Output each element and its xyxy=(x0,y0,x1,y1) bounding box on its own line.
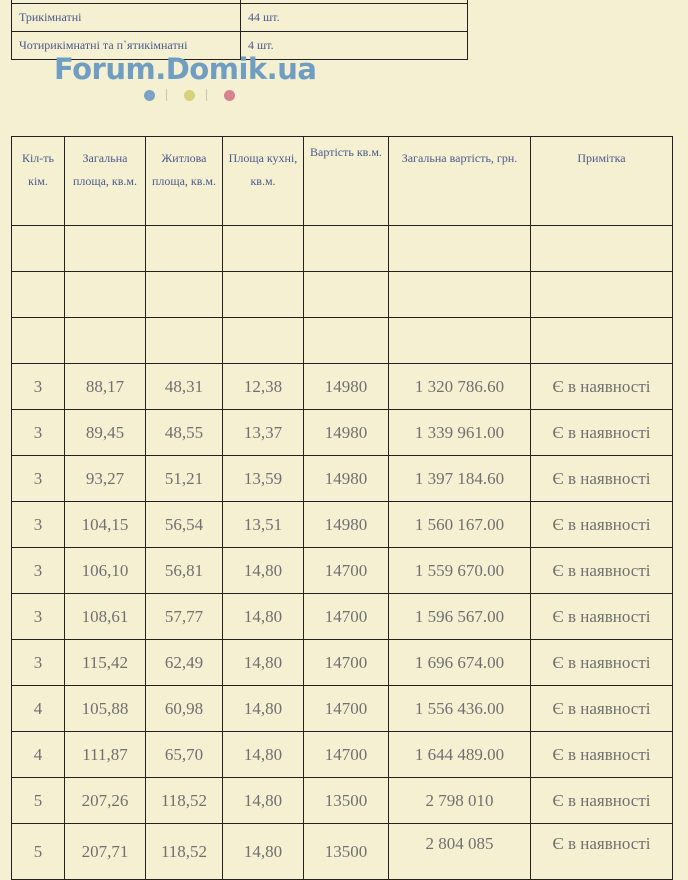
rooms-cell: 3 xyxy=(12,548,65,594)
empty-cell xyxy=(531,272,673,318)
empty-cell xyxy=(531,226,673,272)
watermark-text: Forum.Domik.ua xyxy=(54,52,317,86)
column-header: Вартість кв.м. xyxy=(304,137,389,226)
summary-value: 44 шт. xyxy=(241,4,468,32)
table-row xyxy=(12,686,673,732)
watermark-separator xyxy=(166,89,167,101)
kitchen-area-cell: 13,59 xyxy=(223,456,304,502)
total-area-cell: 207,71 xyxy=(65,824,146,880)
empty-cell xyxy=(223,226,304,272)
total-area-cell: 207,26 xyxy=(65,778,146,824)
table-row xyxy=(12,364,673,410)
summary-label: Чотирикімнатні та п`ятикімнатні xyxy=(12,32,241,60)
total-area-cell: 108,61 xyxy=(65,594,146,640)
column-header: Площа кухні, кв.м. xyxy=(223,137,304,226)
table-row xyxy=(12,502,673,548)
column-header: Примітка xyxy=(531,137,673,226)
price-per-sqm-cell: 14700 xyxy=(304,640,389,686)
note-cell: Є в наявності xyxy=(531,640,673,686)
watermark-dots xyxy=(144,88,244,102)
rooms-cell: 3 xyxy=(12,456,65,502)
total-area-cell: 106,10 xyxy=(65,548,146,594)
total-price-cell: 1 320 786.60 xyxy=(389,364,531,410)
column-header: Загальна площа, кв.м. xyxy=(65,137,146,226)
price-per-sqm-cell: 14700 xyxy=(304,732,389,778)
table-row xyxy=(12,824,673,880)
price-per-sqm-cell: 14980 xyxy=(304,364,389,410)
summary-label: Трикімнатні xyxy=(12,4,241,32)
price-per-sqm-cell: 14980 xyxy=(304,410,389,456)
empty-cell xyxy=(12,226,65,272)
empty-cell xyxy=(65,226,146,272)
summary-row xyxy=(12,4,468,32)
price-per-sqm-cell: 14980 xyxy=(304,456,389,502)
total-area-cell: 111,87 xyxy=(65,732,146,778)
rooms-cell: 3 xyxy=(12,410,65,456)
empty-cell xyxy=(304,226,389,272)
column-header: Загальна вартість, грн. xyxy=(389,137,531,226)
watermark-dot-red xyxy=(224,90,235,101)
kitchen-area-cell: 14,80 xyxy=(223,824,304,880)
empty-cell xyxy=(389,318,531,364)
empty-row xyxy=(12,226,673,272)
rooms-cell: 5 xyxy=(12,778,65,824)
watermark-separator xyxy=(206,89,207,101)
living-area-cell: 118,52 xyxy=(146,824,223,880)
rooms-cell: 3 xyxy=(12,502,65,548)
watermark-dot-yellow xyxy=(184,90,195,101)
empty-cell xyxy=(65,272,146,318)
total-area-cell: 88,17 xyxy=(65,364,146,410)
living-area-cell: 57,77 xyxy=(146,594,223,640)
total-price-cell: 1 556 436.00 xyxy=(389,686,531,732)
rooms-cell: 4 xyxy=(12,732,65,778)
rooms-cell: 5 xyxy=(12,824,65,880)
empty-cell xyxy=(223,272,304,318)
kitchen-area-cell: 14,80 xyxy=(223,548,304,594)
total-price-cell: 1 596 567.00 xyxy=(389,594,531,640)
table-row xyxy=(12,548,673,594)
summary-table xyxy=(11,0,468,60)
column-header: Житлова площа, кв.м. xyxy=(146,137,223,226)
note-cell: Є в наявності xyxy=(531,502,673,548)
empty-cell xyxy=(389,226,531,272)
living-area-cell: 51,21 xyxy=(146,456,223,502)
table-row xyxy=(12,732,673,778)
total-price-cell: 1 696 674.00 xyxy=(389,640,531,686)
empty-cell xyxy=(389,272,531,318)
kitchen-area-cell: 14,80 xyxy=(223,686,304,732)
table-header-row xyxy=(12,137,673,226)
living-area-cell: 56,54 xyxy=(146,502,223,548)
total-price-cell: 1 339 961.00 xyxy=(389,410,531,456)
kitchen-area-cell: 14,80 xyxy=(223,594,304,640)
total-area-cell: 115,42 xyxy=(65,640,146,686)
total-price-cell: 1 559 670.00 xyxy=(389,548,531,594)
watermark-dot-blue xyxy=(144,90,155,101)
rooms-cell: 3 xyxy=(12,364,65,410)
total-price-cell: 1 397 184.60 xyxy=(389,456,531,502)
empty-cell xyxy=(146,318,223,364)
note-cell: Є в наявності xyxy=(531,732,673,778)
note-cell: Є в наявності xyxy=(531,548,673,594)
rooms-cell: 4 xyxy=(12,686,65,732)
total-price-cell: 1 644 489.00 xyxy=(389,732,531,778)
living-area-cell: 118,52 xyxy=(146,778,223,824)
empty-cell xyxy=(146,226,223,272)
total-area-cell: 104,15 xyxy=(65,502,146,548)
note-cell: Є в наявності xyxy=(531,824,673,880)
living-area-cell: 62,49 xyxy=(146,640,223,686)
price-per-sqm-cell: 14700 xyxy=(304,686,389,732)
watermark-logo xyxy=(54,52,324,86)
kitchen-area-cell: 14,80 xyxy=(223,778,304,824)
kitchen-area-cell: 12,38 xyxy=(223,364,304,410)
kitchen-area-cell: 14,80 xyxy=(223,640,304,686)
table-row xyxy=(12,778,673,824)
summary-value: 4 шт. xyxy=(241,32,468,60)
empty-cell xyxy=(65,318,146,364)
living-area-cell: 60,98 xyxy=(146,686,223,732)
rooms-cell: 3 xyxy=(12,640,65,686)
column-header: Кіл-ть кім. xyxy=(12,137,65,226)
empty-cell xyxy=(146,272,223,318)
total-price-cell: 1 560 167.00 xyxy=(389,502,531,548)
kitchen-area-cell: 13,37 xyxy=(223,410,304,456)
empty-cell xyxy=(223,318,304,364)
note-cell: Є в наявності xyxy=(531,778,673,824)
price-per-sqm-cell: 13500 xyxy=(304,778,389,824)
price-per-sqm-cell: 14700 xyxy=(304,594,389,640)
living-area-cell: 48,31 xyxy=(146,364,223,410)
note-cell: Є в наявності xyxy=(531,594,673,640)
total-price-cell: 2 798 010 xyxy=(389,778,531,824)
living-area-cell: 65,70 xyxy=(146,732,223,778)
apartments-table xyxy=(11,136,673,880)
note-cell: Є в наявності xyxy=(531,686,673,732)
rooms-cell: 3 xyxy=(12,594,65,640)
living-area-cell: 56,81 xyxy=(146,548,223,594)
note-cell: Є в наявності xyxy=(531,410,673,456)
table-row xyxy=(12,640,673,686)
price-per-sqm-cell: 13500 xyxy=(304,824,389,880)
note-cell: Є в наявності xyxy=(531,364,673,410)
empty-cell xyxy=(12,318,65,364)
living-area-cell: 48,55 xyxy=(146,410,223,456)
total-price-cell: 2 804 085 xyxy=(389,824,531,880)
price-per-sqm-cell: 14980 xyxy=(304,502,389,548)
empty-row xyxy=(12,318,673,364)
empty-cell xyxy=(531,318,673,364)
total-area-cell: 89,45 xyxy=(65,410,146,456)
empty-cell xyxy=(12,272,65,318)
note-cell: Є в наявності xyxy=(531,456,673,502)
kitchen-area-cell: 14,80 xyxy=(223,732,304,778)
empty-cell xyxy=(304,318,389,364)
empty-cell xyxy=(304,272,389,318)
table-row xyxy=(12,594,673,640)
total-area-cell: 105,88 xyxy=(65,686,146,732)
empty-row xyxy=(12,272,673,318)
table-row xyxy=(12,410,673,456)
table-row xyxy=(12,456,673,502)
total-area-cell: 93,27 xyxy=(65,456,146,502)
price-per-sqm-cell: 14700 xyxy=(304,548,389,594)
kitchen-area-cell: 13,51 xyxy=(223,502,304,548)
